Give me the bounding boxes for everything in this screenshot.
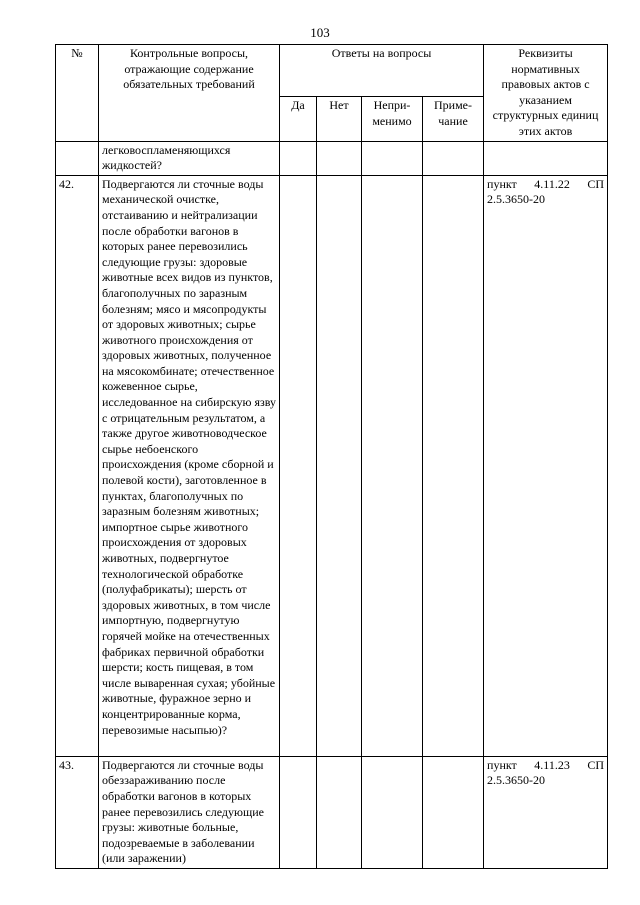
table-row [56,175,608,756]
row-requisite: пункт 4.11.22 СП 2.5.3650-20 [484,175,608,756]
answer-yes-cell [280,141,317,175]
answer-note-cell [423,175,484,756]
answer-no-cell [317,141,362,175]
header-questions: Контрольные вопросы, отражающие содержание обязательных требований [99,45,280,142]
header-note-line2: чание [438,113,468,128]
row-requisite [484,141,608,175]
header-note [423,97,484,141]
answer-not-applicable-cell [362,756,423,868]
header-answers: Ответы на вопросы [280,45,484,97]
page-number: 103 [310,25,330,40]
header-not-applicable-line2: менимо [372,113,412,128]
answer-no-cell [317,756,362,868]
answer-not-applicable-cell [362,141,423,175]
answer-note-cell [423,756,484,868]
answer-yes-cell [280,756,317,868]
row-question: легковоспламеняющихся жидкостей? [99,141,280,175]
row-number: 43. [56,756,99,868]
header-number: № [56,45,99,142]
row-question: Подвергаются ли сточные воды обеззараживанию после обработки вагонов в которых ранее перевозились следующие грузы: животные больные, подозреваемые в заболевании (или заражении) [99,756,280,868]
row-requisite: пункт 4.11.23 СП 2.5.3650-20 [484,756,608,868]
answer-note-cell [423,141,484,175]
table-row [56,756,608,868]
row-number [56,141,99,175]
row-question: Подвергаются ли сточные воды механической очистке, отстаиванию и нейтрализации после обработки вагонов в которых ранее перевозились следующие грузы: здоровые животные всех видов из пунктов, благополучных по заразным болезням; мясо и мясопродукты от здоровых животных; сырье животного происхождения от здоровых животных, полученное на мясокомбинате; отечественное кожевенное сырье, исследованное на сибирскую язву с отрицательным результатом, а также другое животноводческое сырье небоенского происхождения (кроме сборной и полевой кости), заготовленное в пунктах, благополучных по заразным болезням животных; импортное сырье животного происхождения от здоровых животных, подвергнутое технологической обработке (полуфабрикаты); шерсть от здоровых животных, в том числе импортную, подвергнутую горячей мойке на отечественных фабриках первичной обработки шерсти; кость пищевая, в том числе вываренная сухая; убойные животные, фуражное зерно и концентрированные корма, перевозимые насыпью)? [99,175,280,756]
answer-not-applicable-cell [362,175,423,756]
table-row [56,141,608,175]
answer-yes-cell [280,175,317,756]
header-not-applicable [362,97,423,141]
header-requisites: Реквизиты нормативных правовых актов с указанием структурных единиц этих актов [484,45,608,142]
header-no: Нет [317,97,362,141]
row-number: 42. [56,175,99,756]
checklist-table [55,44,608,869]
header-note-line1: Приме- [434,98,473,113]
answer-no-cell [317,175,362,756]
header-yes: Да [280,97,317,141]
header-not-applicable-line1: Непри- [373,98,411,113]
